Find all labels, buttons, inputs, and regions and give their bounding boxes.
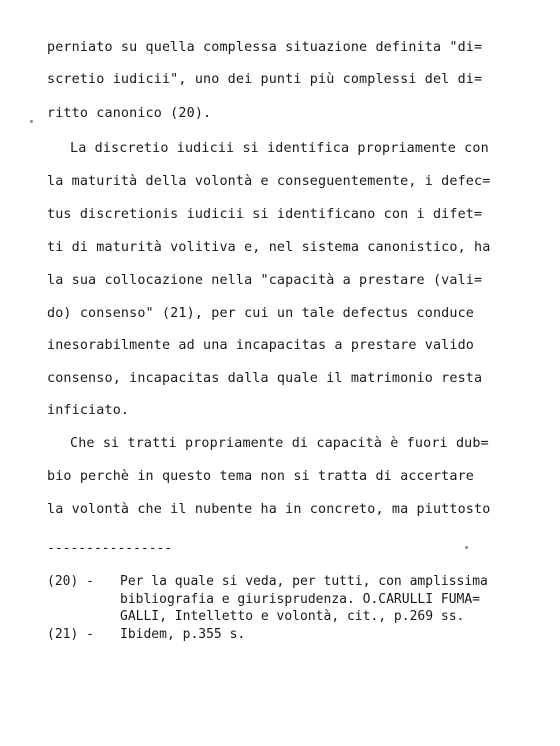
footnote-line: bibliografia e giurisprudenza. O.CARULLI FUMA= — [120, 592, 481, 607]
body-line: la volontà che il nubente ha in concreto, ma piuttosto — [47, 502, 491, 517]
body-line: scretio iudicii", uno dei punti più complessi del di= — [47, 72, 483, 87]
body-line: inesorabilmente ad una incapacitas a prestare valido — [47, 338, 475, 353]
footnote-line: Ibidem, p.355 s. — [120, 627, 246, 642]
body-line: tus discretionis iudicii si identificano con i difet= — [47, 207, 483, 222]
body-line: consenso, incapacitas dalla quale il matrimonio resta — [47, 371, 483, 386]
footnote-separator: ---------------- — [47, 541, 173, 556]
footnote-number: (20) - — [47, 574, 94, 589]
body-line: bio perchè in questo tema non si tratta di accertare — [47, 469, 475, 484]
body-line: inficiato. — [47, 403, 130, 418]
body-line: la sua collocazione nella "capacità a prestare (vali= — [47, 273, 483, 288]
footnote-line: Per la quale si veda, per tutti, con amplissima — [120, 574, 488, 589]
body-line: Che si tratti propriamente di capacità è fuori dub= — [70, 436, 489, 451]
footnote-line: GALLI, Intelletto e volontà, cit., p.269 ss. — [120, 609, 465, 624]
body-line: la maturità della volontà e conseguentemente, i defec= — [47, 174, 491, 189]
body-line: ti di maturità volitiva e, nel sistema canonistico, ha — [47, 240, 491, 255]
body-line: do) consenso" (21), per cui un tale defectus conduce — [47, 306, 475, 321]
body-line: La discretio iudicii si identifica propriamente con — [70, 141, 489, 156]
footnote-number: (21) - — [47, 627, 94, 642]
body-line: perniato su quella complessa situazione definita "di= — [47, 40, 483, 55]
scan-speck — [465, 546, 468, 549]
scan-speck — [30, 120, 33, 123]
body-line: ritto canonico (20). — [47, 106, 212, 121]
